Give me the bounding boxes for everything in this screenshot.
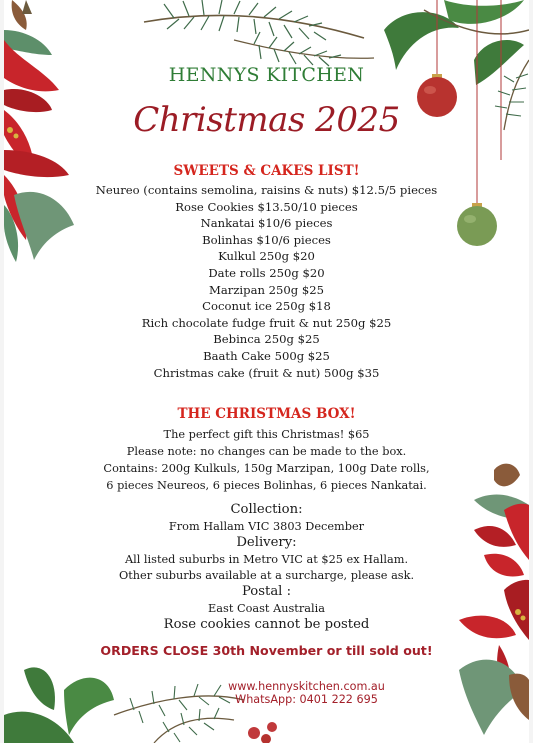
postal-line: East Coast Australia — [208, 602, 325, 615]
sweets-list — [4, 182, 529, 381]
sweets-list-item: Rich chocolate fudge fruit & nut 250g $25 — [141, 315, 392, 330]
sweets-list-item: Rose Cookies $13.50/10 pieces — [175, 199, 358, 214]
postal-heading: Postal : — [241, 584, 292, 599]
sweets-list-item: Neureo (contains semolina, raisins & nuts) $12.5/5 pieces — [95, 183, 438, 197]
sweets-list-item: Baath Cake 500g $25 — [203, 348, 330, 363]
whatsapp-contact[interactable]: WhatsApp: 0401 222 695 — [235, 693, 378, 706]
sweets-list-item: Christmas cake (fruit & nut) 500g $35 — [153, 365, 380, 380]
orders-close-notice: ORDERS CLOSE 30th November or till sold out! — [100, 643, 433, 658]
menu-page — [4, 0, 529, 743]
postal-line: Rose cookies cannot be posted — [163, 617, 370, 632]
sweets-list-item: Bebinca 250g $25 — [213, 332, 320, 347]
delivery-heading: Delivery: — [236, 535, 297, 550]
brand-name: HENNYS KITCHEN — [168, 64, 365, 86]
sweets-list-item: Coconut ice 250g $18 — [202, 299, 331, 314]
sweets-list-item: Marzipan 250g $25 — [209, 282, 324, 297]
sweets-heading: SWEETS & CAKES LIST! — [173, 163, 360, 179]
sweets-list-item: Date rolls 250g $20 — [208, 265, 325, 280]
box-line: Contains: 200g Kulkuls, 150g Marzipan, 100g Date rolls, — [103, 462, 430, 475]
delivery-line: Other suburbs available at a surcharge, please ask. — [118, 569, 415, 582]
box-line: Please note: no changes can be made to the box. — [126, 445, 407, 458]
collection-heading: Collection: — [230, 502, 303, 517]
sweets-list-item: Bolinhas $10/6 pieces — [202, 232, 331, 247]
berries-bottom — [248, 722, 277, 743]
sweets-list-item: Nankatai $10/6 pieces — [200, 216, 333, 231]
box-line: 6 pieces Neureos, 6 pieces Bolinhas, 6 pieces Nankatai. — [106, 479, 427, 492]
box-heading: THE CHRISTMAS BOX! — [177, 406, 356, 422]
collection-text: From Hallam VIC 3803 December — [168, 520, 365, 533]
website-link[interactable]: www.hennyskitchen.com.au — [228, 680, 385, 693]
pine-branch-top — [144, 0, 374, 66]
box-line: The perfect gift this Christmas! $65 — [163, 428, 370, 441]
page-title: Christmas 2025 — [133, 100, 400, 140]
delivery-line: All listed suburbs in Metro VIC at $25 ex Hallam. — [124, 553, 409, 566]
sweets-list-item: Kulkul 250g $20 — [218, 249, 315, 264]
